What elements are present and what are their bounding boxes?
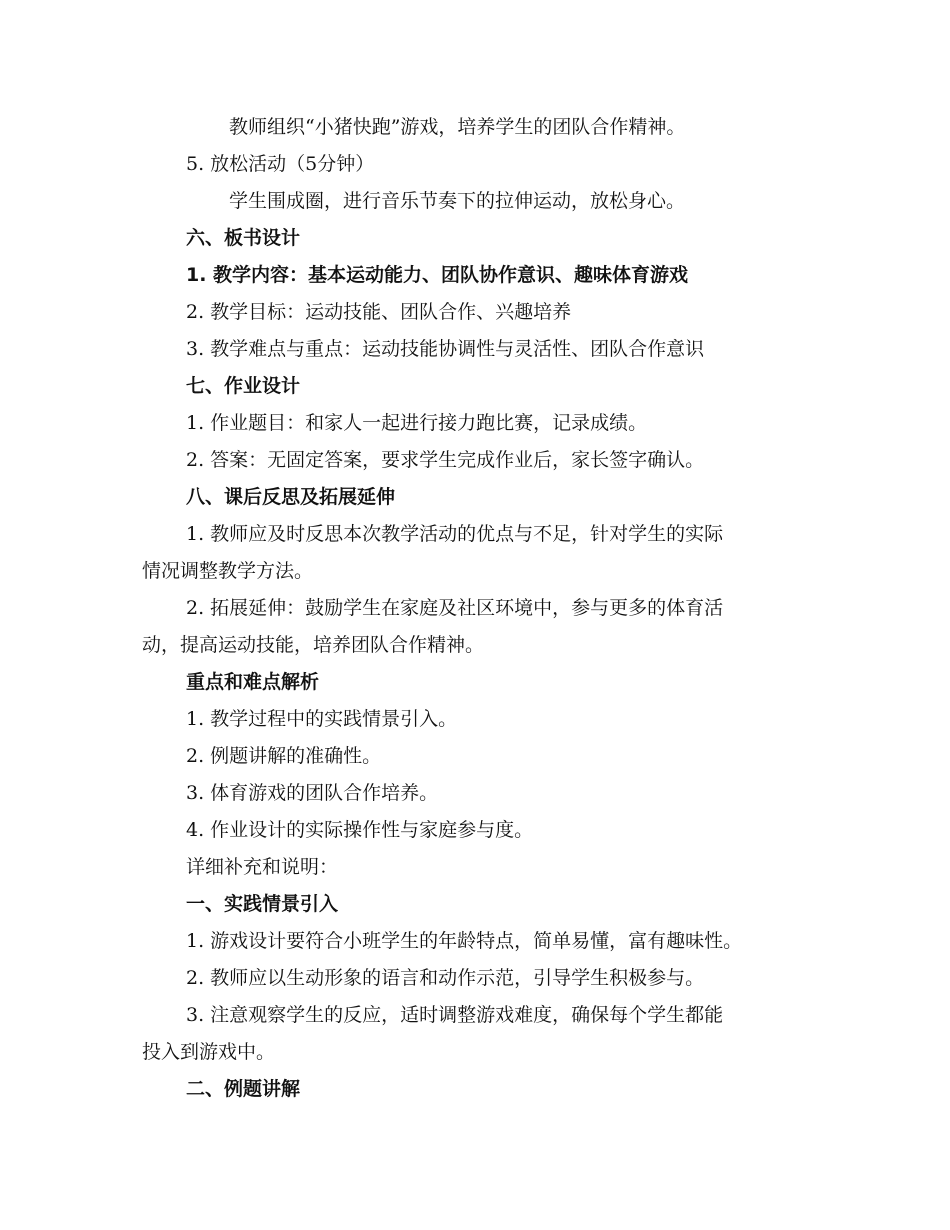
list-item: 2. 答案：无固定答案，要求学生完成作业后，家长签字确认。 xyxy=(186,449,705,471)
section-heading: 重点和难点解析 xyxy=(186,671,320,693)
paragraph-text: 详细补充和说明： xyxy=(186,856,339,878)
paragraph-text: 学生围成圈，进行音乐节奏下的拉伸运动，放松身心。 xyxy=(229,190,686,212)
list-item: 3. 注意观察学生的反应，适时调整游戏难度，确保每个学生都能 xyxy=(186,1004,724,1026)
section-heading: 六、板书设计 xyxy=(186,227,301,249)
list-item: 1. 作业题目：和家人一起进行接力跑比赛，记录成绩。 xyxy=(186,412,648,434)
list-item: 2. 例题讲解的准确性。 xyxy=(186,745,382,767)
list-item: 2. 教学目标：运动技能、团队合作、兴趣培养 xyxy=(186,301,572,323)
list-item: 2. 教师应以生动形象的语言和动作示范，引导学生积极参与。 xyxy=(186,967,705,989)
list-item: 4. 作业设计的实际操作性与家庭参与度。 xyxy=(186,819,534,841)
list-item: 3. 教学难点与重点：运动技能协调性与灵活性、团队合作意识 xyxy=(186,338,705,360)
list-item: 5. 放松活动（5分钟） xyxy=(186,153,375,175)
section-heading: 一、实践情景引入 xyxy=(186,893,339,915)
list-item-continuation: 情况调整教学方法。 xyxy=(142,560,314,582)
section-heading: 八、课后反思及拓展延伸 xyxy=(186,486,396,508)
list-item-continuation: 动，提高运动技能，培养团队合作精神。 xyxy=(142,634,485,656)
list-item: 2. 拓展延伸：鼓励学生在家庭及社区环境中，参与更多的体育活 xyxy=(186,597,724,619)
list-item: 1. 教师应及时反思本次教学活动的优点与不足，针对学生的实际 xyxy=(186,523,724,545)
list-item: 1. 游戏设计要符合小班学生的年龄特点，简单易懂，富有趣味性。 xyxy=(186,930,743,952)
list-item: 3. 体育游戏的团队合作培养。 xyxy=(186,782,439,804)
list-item-continuation: 投入到游戏中。 xyxy=(142,1041,276,1063)
section-heading: 二、例题讲解 xyxy=(186,1078,301,1100)
section-heading: 七、作业设计 xyxy=(186,375,301,397)
list-item: 1. 教学内容：基本运动能力、团队协作意识、趣味体育游戏 xyxy=(186,264,689,286)
paragraph-text: 教师组织“小猪快跑”游戏，培养学生的团队合作精神。 xyxy=(229,116,686,138)
list-item: 1. 教学过程中的实践情景引入。 xyxy=(186,708,458,730)
